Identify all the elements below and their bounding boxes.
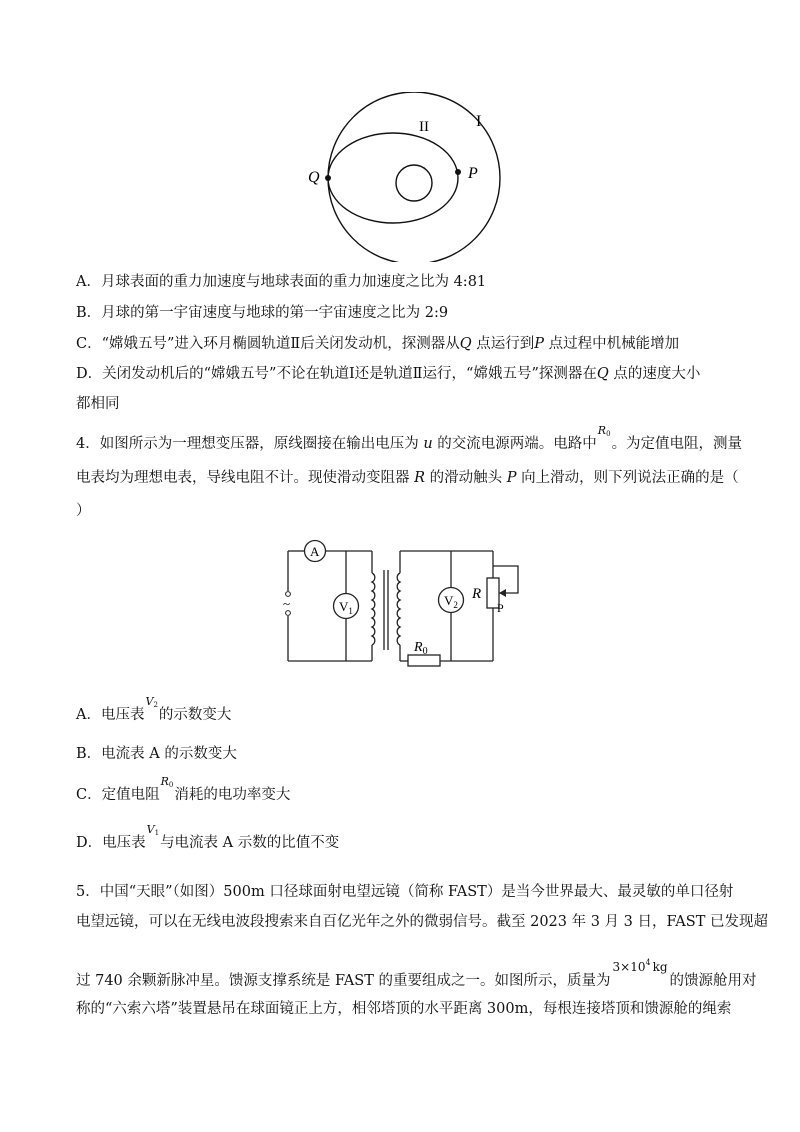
q5-text-3a: 过 740 余颗新脉冲星。馈源支撑系统是 FAST 的重要组成之一。如图所示，质量为 [76,973,611,989]
q3-option-d-text-2: 点的速度大小 [608,366,701,382]
ac-source-symbol [283,592,290,616]
ammeter-a [305,541,326,562]
q5-mass-exp: 4 [645,958,651,967]
point-p-dot [455,169,461,175]
q3-option-d-text-3: 都相同 [76,396,120,412]
svg-text:R0 [413,640,428,657]
q4-option-c-r0 [161,772,174,795]
label-orbit-1: I [476,113,482,130]
slider-p-label: P [497,601,504,615]
q4-stem-text: 向上滑动，则下列说法正确的是（ [516,470,739,486]
q4-option-c [76,775,291,809]
v2-sub: 2 [453,600,458,610]
q5-text-4: 称的“六索六塔”装置悬吊在球面镜正上方，相邻塔顶的水平距离 300m，每根连接塔顶和馈源舱的绳索 [76,1001,732,1017]
q5-text-3b: 的馈源舱用对 [669,973,757,989]
q4-option-c-text-2: 消耗的电功率变大 [174,787,291,803]
q4-stem-text: 电表均为理想电表，导线电阻不计。现使滑动变阻器 [76,470,415,486]
ammeter-label: A [310,544,320,559]
q4-stem-p: P [506,470,517,486]
q4-option-c-text-1: C．定值电阻 [76,787,160,803]
q5-line-3 [76,958,757,991]
ac-source-label: ~ [283,596,291,611]
q3-option-d-cont [76,394,120,414]
q4-stem-line-3 [76,501,91,521]
q4-option-d-text-1: D．电压表 [76,835,146,851]
point-q-dot [325,175,331,181]
q4-option-a-v2 [145,692,157,715]
q5-line-2 [76,912,768,932]
q4-stem-r0-sub: 0 [606,430,611,438]
q5-mass-unit: kg [652,960,668,974]
q5-mass-value [613,953,668,977]
voltmeter-v1 [334,594,359,619]
q5-mass-base: 3×10 [612,960,646,974]
q4-stem-line-1 [76,424,743,458]
moon-circle [396,165,432,201]
q3-option-d-text-1: D．关闭发动机后的“嫦娥五号”不论在轨道Ⅰ还是轨道Ⅱ运行，“嫦娥五号”探测器在 [76,366,597,382]
q4-option-d-sym: V [146,823,155,836]
q3-option-a-text: A．月球表面的重力加速度与地球表面的重力加速度之比为 4:81 [76,274,487,290]
transformer-circuit-diagram [270,535,540,675]
r0-sub: 0 [422,646,428,657]
q4-stem-text: 的交流电源两端。电路中 [432,436,597,452]
label-p: P [468,165,478,182]
q4-stem-r0-base: R [597,424,607,437]
q4-stem-r: R [414,470,426,486]
q4-option-a-text-2: 的示数变大 [158,707,232,723]
q5-line-4 [76,999,731,1019]
q4-stem-text: 4．如图所示为一理想变压器，原线圈接在输出电压为 [76,436,424,452]
orbit-diagram [300,92,520,262]
q4-option-a-sub: 2 [153,701,158,709]
q3-option-c-p: P [534,336,545,352]
v2-label: V [444,593,454,608]
q3-option-b-text: B．月球的第一宇宙速度与地球的第一宇宙速度之比为 2:9 [76,305,449,321]
q4-option-c-sym: R [160,775,169,788]
v1-label: V [339,599,349,614]
q3-option-a [76,272,486,292]
rheostat-label: R [472,586,482,602]
q4-option-d-text-2: 与电流表 A 示数的比值不变 [160,835,340,851]
q4-option-d [76,823,340,857]
q3-option-c-q: Q [459,336,472,352]
q4-stem-text: 的滑动触头 [425,470,507,486]
q3-option-c-text-2: 点运行到 [471,336,535,352]
q4-option-d-sub: 1 [154,829,160,837]
q3-option-d [76,364,700,384]
q3-option-b [76,303,448,323]
orbit-2-ellipse [328,133,458,223]
q5-line-1 [76,882,733,902]
q3-option-c [76,334,679,354]
q4-option-a-sym: V [145,695,154,708]
q4-option-a-text-1: A．电压表 [76,707,145,723]
label-orbit-2: II [419,119,429,135]
q4-option-d-v1 [147,820,159,843]
label-q: Q [308,169,320,186]
q3-option-c-text-3: 点过程中机械能增加 [544,336,680,352]
q4-stem-u: u [423,436,433,452]
q4-stem-text: 。为定值电阻，测量 [611,436,743,452]
q5-text-1: 5．中国“天眼”（如图）500m 口径球面射电望远镜（简称 FAST）是当今世界最大、最灵敏的单口径射 [76,884,734,900]
q3-option-c-text-1: C．“嫦娥五号”进入环月椭圆轨道Ⅱ后关闭发动机，探测器从 [76,336,460,352]
r0-label: R [414,640,423,655]
q5-text-2: 电望远镜，可以在无线电波段搜索来自百亿光年之外的微弱信号。截至 2023 年 3 月 3 日，FAST 已发现超 [76,914,768,930]
q4-option-b [76,744,237,764]
q4-stem-line-2 [76,468,739,488]
q4-option-a [76,695,232,729]
q4-stem-text: ） [76,503,91,519]
voltmeter-v2 [439,588,464,613]
q3-option-d-q: Q [596,366,609,382]
q4-stem-r0 [598,421,611,444]
q4-option-c-sub: 0 [168,781,174,789]
v1-sub: 1 [348,606,353,616]
q4-option-b-text: B．电流表 A 的示数变大 [76,746,237,762]
